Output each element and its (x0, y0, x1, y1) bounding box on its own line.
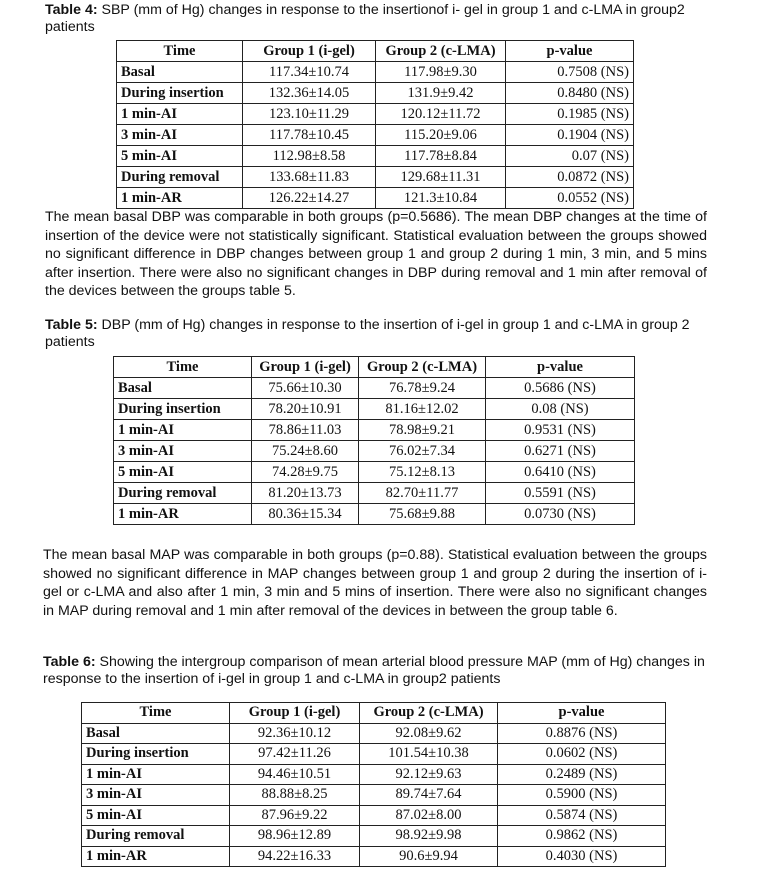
header-time: Time (82, 703, 230, 724)
row-label: 1 min-AR (82, 846, 230, 867)
cell-group2: 87.02±8.00 (360, 805, 498, 826)
cell-group2: 115.20±9.06 (376, 125, 506, 146)
row-label: 1 min-AI (117, 104, 243, 125)
table-row (114, 483, 635, 504)
cell-group2: 78.98±9.21 (359, 420, 486, 441)
table-row (117, 188, 634, 209)
cell-pvalue: 0.5900 (NS) (498, 785, 666, 806)
table-row (117, 83, 634, 104)
cell-group2: 120.12±11.72 (376, 104, 506, 125)
table-row (82, 723, 666, 744)
row-label: 1 min-AI (82, 764, 230, 785)
table-row (82, 785, 666, 806)
row-label: During removal (114, 483, 252, 504)
cell-pvalue: 0.0602 (NS) (498, 744, 666, 765)
cell-group1: 112.98±8.58 (243, 146, 376, 167)
table4-caption (45, 2, 725, 36)
row-label: 3 min-AI (117, 125, 243, 146)
header-pvalue: p-value (498, 703, 666, 724)
cell-group1: 87.96±9.22 (230, 805, 360, 826)
cell-pvalue: 0.1985 (NS) (506, 104, 634, 125)
cell-pvalue: 0.1904 (NS) (506, 125, 634, 146)
body-paragraph-dbp: The mean basal DBP was comparable in both groups (p=0.5686). The mean DBP changes at the time of insertion of the device were not statistically significant. Statistical evaluation between the groups showed no significant difference in DBP changes between group 1 and group 2 during 1 min, 3 min, and 5 mins after insertion. There were also no significant changes in DBP during removal and 1 min after removal of the devices between the groups table 5. (45, 209, 707, 299)
cell-group1: 74.28±9.75 (252, 462, 359, 483)
row-label: 1 min-AI (114, 420, 252, 441)
table4-caption-text: SBP (mm of Hg) changes in response to the insertionof i- gel in group 1 and c-LMA in group2 patients (45, 2, 685, 35)
cell-group2: 129.68±11.31 (376, 167, 506, 188)
cell-group1: 75.66±10.30 (252, 378, 359, 399)
cell-group2: 92.08±9.62 (360, 723, 498, 744)
cell-group1: 132.36±14.05 (243, 83, 376, 104)
cell-pvalue: 0.5874 (NS) (498, 805, 666, 826)
header-group1: Group 1 (i-gel) (243, 41, 376, 62)
cell-group2: 131.9±9.42 (376, 83, 506, 104)
cell-group1: 80.36±15.34 (252, 504, 359, 525)
cell-group2: 75.68±9.88 (359, 504, 486, 525)
cell-group1: 78.20±10.91 (252, 399, 359, 420)
cell-group2: 89.74±7.64 (360, 785, 498, 806)
row-label: During removal (117, 167, 243, 188)
cell-pvalue: 0.0730 (NS) (486, 504, 635, 525)
table-row (114, 378, 635, 399)
row-label: Basal (82, 723, 230, 744)
row-label: Basal (114, 378, 252, 399)
row-label: 1 min-AR (117, 188, 243, 209)
cell-group2: 90.6±9.94 (360, 846, 498, 867)
table-row (117, 125, 634, 146)
header-group2: Group 2 (c-LMA) (376, 41, 506, 62)
table-row (82, 846, 666, 867)
row-label: 5 min-AI (114, 462, 252, 483)
cell-pvalue: 0.9531 (NS) (486, 420, 635, 441)
row-label: During insertion (117, 83, 243, 104)
cell-group1: 78.86±11.03 (252, 420, 359, 441)
table6-caption-label: Table 6: (43, 654, 96, 670)
cell-pvalue: 0.8480 (NS) (506, 83, 634, 104)
cell-group1: 75.24±8.60 (252, 441, 359, 462)
table5 (113, 356, 635, 525)
cell-group1: 123.10±11.29 (243, 104, 376, 125)
table4-caption-label: Table 4: (45, 2, 98, 18)
cell-pvalue: 0.4030 (NS) (498, 846, 666, 867)
cell-group2: 98.92±9.98 (360, 826, 498, 847)
cell-group1: 94.46±10.51 (230, 764, 360, 785)
table-row (117, 146, 634, 167)
row-label: During insertion (114, 399, 252, 420)
cell-group1: 126.22±14.27 (243, 188, 376, 209)
table6-caption (43, 654, 711, 688)
header-pvalue: p-value (506, 41, 634, 62)
row-label: 3 min-AI (114, 441, 252, 462)
cell-group2: 76.78±9.24 (359, 378, 486, 399)
table-row (114, 504, 635, 525)
cell-group2: 76.02±7.34 (359, 441, 486, 462)
table-row (82, 744, 666, 765)
cell-pvalue: 0.0552 (NS) (506, 188, 634, 209)
row-label: During insertion (82, 744, 230, 765)
cell-pvalue: 0.9862 (NS) (498, 826, 666, 847)
row-label: 5 min-AI (82, 805, 230, 826)
table-header-row (82, 703, 666, 724)
cell-group1: 97.42±11.26 (230, 744, 360, 765)
cell-group1: 81.20±13.73 (252, 483, 359, 504)
table6-caption-text: Showing the intergroup comparison of mean arterial blood pressure MAP (mm of Hg) changes in response to the insertion of i-gel in group 1 and c-LMA in group2 patients (43, 654, 705, 687)
cell-group2: 117.78±8.84 (376, 146, 506, 167)
table-row (114, 441, 635, 462)
cell-pvalue: 0.6271 (NS) (486, 441, 635, 462)
header-group1: Group 1 (i-gel) (252, 357, 359, 378)
cell-pvalue: 0.5686 (NS) (486, 378, 635, 399)
cell-pvalue: 0.07 (NS) (506, 146, 634, 167)
table-header-row (114, 357, 635, 378)
header-time: Time (114, 357, 252, 378)
row-label: 5 min-AI (117, 146, 243, 167)
cell-pvalue: 0.2489 (NS) (498, 764, 666, 785)
cell-group1: 92.36±10.12 (230, 723, 360, 744)
cell-pvalue: 0.8876 (NS) (498, 723, 666, 744)
cell-group1: 94.22±16.33 (230, 846, 360, 867)
table5-caption (45, 317, 710, 351)
cell-group2: 92.12±9.63 (360, 764, 498, 785)
table-row (114, 462, 635, 483)
table-header-row (117, 41, 634, 62)
body-paragraph-map: The mean basal MAP was comparable in both groups (p=0.88). Statistical evaluation between the groups showed no significant difference in MAP changes between group 1 and group 2 during the insertion of i-gel or c-LMA and also after 1 min, 3 min and 5 mins of insertion. There were also no significant changes in MAP during removal and 1 min after removal of the devices in between the group table 6. (43, 547, 707, 619)
table5-caption-label: Table 5: (45, 317, 98, 333)
cell-group2: 121.3±10.84 (376, 188, 506, 209)
table-row (117, 167, 634, 188)
cell-pvalue: 0.0872 (NS) (506, 167, 634, 188)
table5-caption-text: DBP (mm of Hg) changes in response to the insertion of i-gel in group 1 and c-LMA in group 2 patients (45, 317, 690, 350)
header-group1: Group 1 (i-gel) (230, 703, 360, 724)
cell-pvalue: 0.08 (NS) (486, 399, 635, 420)
cell-pvalue: 0.6410 (NS) (486, 462, 635, 483)
cell-group2: 82.70±11.77 (359, 483, 486, 504)
cell-group1: 98.96±12.89 (230, 826, 360, 847)
table-row (114, 420, 635, 441)
table4 (116, 40, 634, 209)
cell-pvalue: 0.5591 (NS) (486, 483, 635, 504)
row-label: 3 min-AI (82, 785, 230, 806)
table6 (81, 702, 666, 867)
cell-group2: 81.16±12.02 (359, 399, 486, 420)
row-label: Basal (117, 62, 243, 83)
table-row (82, 826, 666, 847)
table-row (117, 104, 634, 125)
row-label: 1 min-AR (114, 504, 252, 525)
cell-pvalue: 0.7508 (NS) (506, 62, 634, 83)
table-row (117, 62, 634, 83)
cell-group1: 88.88±8.25 (230, 785, 360, 806)
table-row (114, 399, 635, 420)
row-label: During removal (82, 826, 230, 847)
cell-group2: 101.54±10.38 (360, 744, 498, 765)
header-time: Time (117, 41, 243, 62)
header-pvalue: p-value (486, 357, 635, 378)
cell-group1: 133.68±11.83 (243, 167, 376, 188)
header-group2: Group 2 (c-LMA) (360, 703, 498, 724)
cell-group2: 75.12±8.13 (359, 462, 486, 483)
header-group2: Group 2 (c-LMA) (359, 357, 486, 378)
cell-group1: 117.34±10.74 (243, 62, 376, 83)
cell-group2: 117.98±9.30 (376, 62, 506, 83)
table-row (82, 764, 666, 785)
cell-group1: 117.78±10.45 (243, 125, 376, 146)
table-row (82, 805, 666, 826)
